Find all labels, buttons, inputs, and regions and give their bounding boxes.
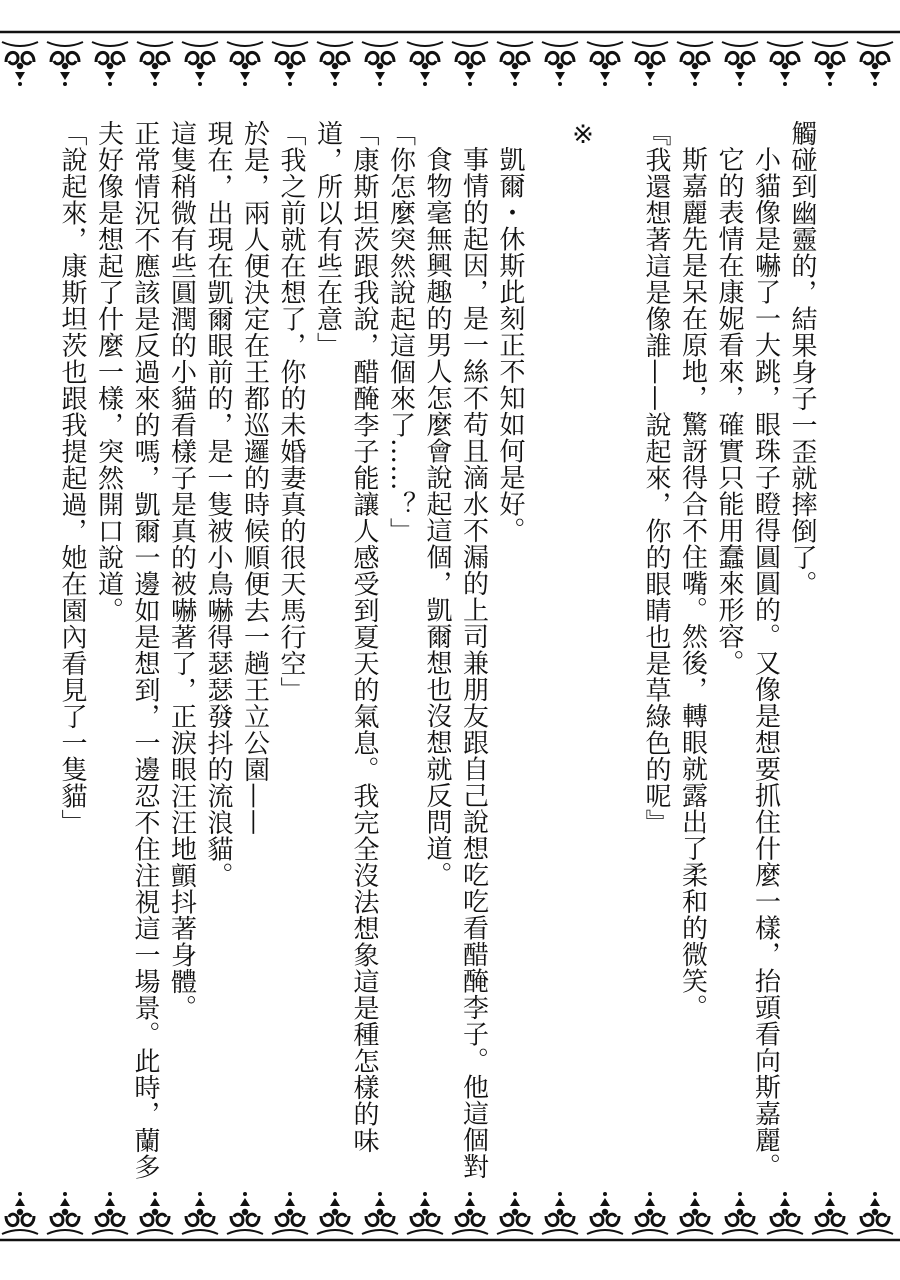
blank-line	[528, 120, 565, 1180]
section-separator: ※	[568, 120, 598, 151]
paragraph-13: 正常情況不應該是反過來的嗎，凱爾一邊如是想到，一邊忍不住注視這一場景。此時，蘭多夫好像是想起了什麼一樣，突然開口說道。	[93, 120, 160, 1180]
paragraph-9: 「我之前就在想了，你的未婚妻真的很天馬行空」	[276, 120, 306, 703]
paragraph-7: 「你怎麼突然說起這個來了……？」	[385, 120, 416, 544]
paragraph-1: 觸碰到幽靈的，結果身子一歪就摔倒了。	[787, 120, 817, 597]
top-ornament-border	[0, 28, 900, 84]
paragraph-3: 斯嘉麗先是呆在原地，驚訝得合不住嘴。然後，轉眼就露出了柔和的微笑。	[677, 146, 708, 1021]
paragraph-5: 凱爾・休斯此刻正不知如何是好。	[495, 146, 525, 544]
paragraph-11: 現在，出現在凱爾眼前的，是一隻被小鳥嚇得瑟瑟發抖的流浪貓。	[203, 120, 233, 889]
paragraph-6: 事情的起因，是一絲不苟且滴水不漏的上司兼朋友跟自己說想吃吃看醋醃李子。他這個對食物毫無興趣的男人怎麼會說起這個，凱爾想也沒想就反問道。	[422, 146, 489, 1180]
bottom-ornament-border	[0, 1190, 900, 1246]
vertical-text-body	[57, 120, 820, 1180]
paragraph-2: 小貓像是嚇了一大跳，眼珠子瞪得圓圓的。又像是想要抓住什麼一樣，抬頭看向斯嘉麗。它的表情在康妮看來，確實只能用蠢來形容。	[714, 146, 781, 1180]
paragraph-8: 「康斯坦茨跟我說，醋醃李子能讓人感受到夏天的氣息。我完全沒法想象這是種怎樣的味道，所以有些在意」	[312, 120, 379, 1154]
paragraph-10: 於是，兩人便決定在王都巡邏的時候順便去一趟王立公園——	[239, 120, 270, 836]
paragraph-14: 「說起來，康斯坦茨也跟我提起過，她在園內看見了一隻貓」	[57, 120, 87, 836]
blank-line	[601, 120, 638, 1180]
paragraph-4: 『我還想著這是像誰——說起來，你的眼睛也是草綠色的呢』	[641, 120, 671, 836]
paragraph-12: 這隻稍微有些圓潤的小貓看樣子是真的被嚇著了，正淚眼汪汪地顫抖著身體。	[166, 120, 197, 1021]
